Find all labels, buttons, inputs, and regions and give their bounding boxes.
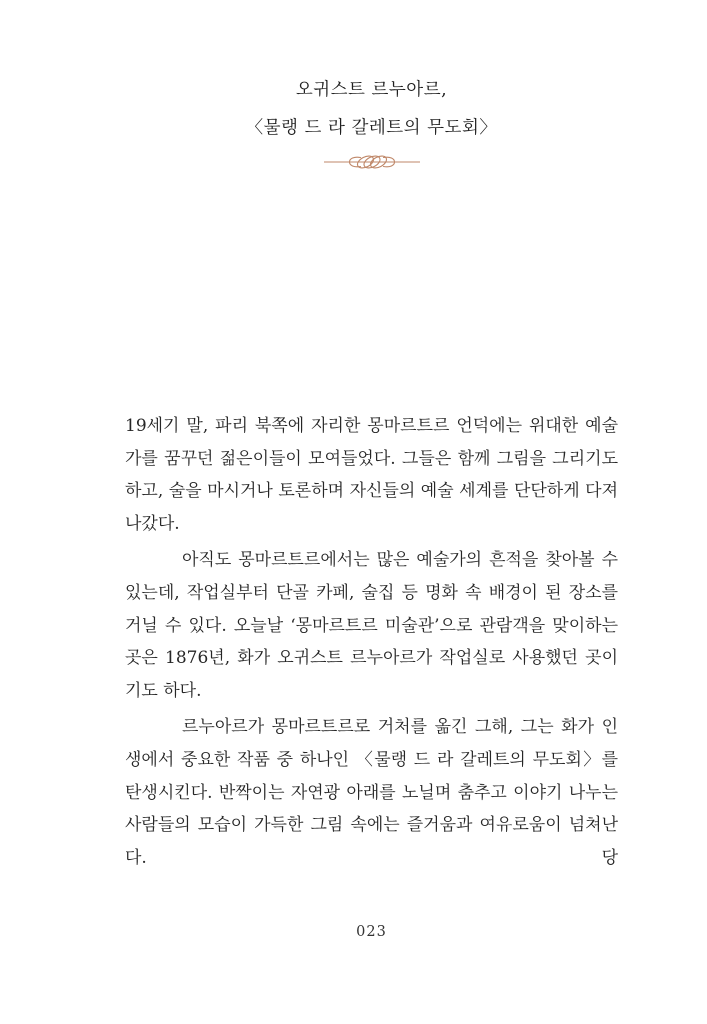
chapter-title-artwork: 〈물랭 드 라 갈레트의 무도회〉: [245, 118, 498, 138]
page-number: 023: [356, 924, 387, 940]
paragraph-2: 아직도 몽마르트르에서는 많은 예술가의 흔적을 찾아볼 수 있는데, 작업실부터 단골 카페, 술집 등 명화 속 배경이 된 장소를 거닐 수 있다. 오늘날 ‘몽마르트르 미술관’으로 관람객을 맞이하는 곳은 1876년, 화가 오귀스트 르누아르가 작업실로 사용했던 곳이기도 하다.: [125, 550, 618, 701]
paragraph-3: 르누아르가 몽마르트르로 거처를 옮긴 그해, 그는 화가 인생에서 중요한 작품 중 하나인 〈물랭 드 라 갈레트의 무도회〉를 탄생시킨다. 반짝이는 자연광 아래를 노닐며 춤추고 이야기 나누는 사람들의 모습이 가득한 그림 속에는 즐거움과 여유로움이 넘쳐난다. 당: [125, 717, 618, 868]
body-text: [125, 410, 618, 878]
chapter-title-artist: 오귀스트 르누아르,: [295, 80, 448, 100]
chapter-title: [125, 71, 618, 172]
ornament-container: [125, 152, 618, 172]
paragraph-1: 19세기 말, 파리 북쪽에 자리한 몽마르트르 언덕에는 위대한 예술가를 꿈꾸던 젊은이들이 모여들었다. 그들은 함께 그림을 그리기도 하고, 술을 마시거나 토론하며 자신들의 예술 세계를 단단하게 다져나갔다.: [125, 416, 618, 534]
rope-knot-divider-icon: [324, 152, 420, 172]
